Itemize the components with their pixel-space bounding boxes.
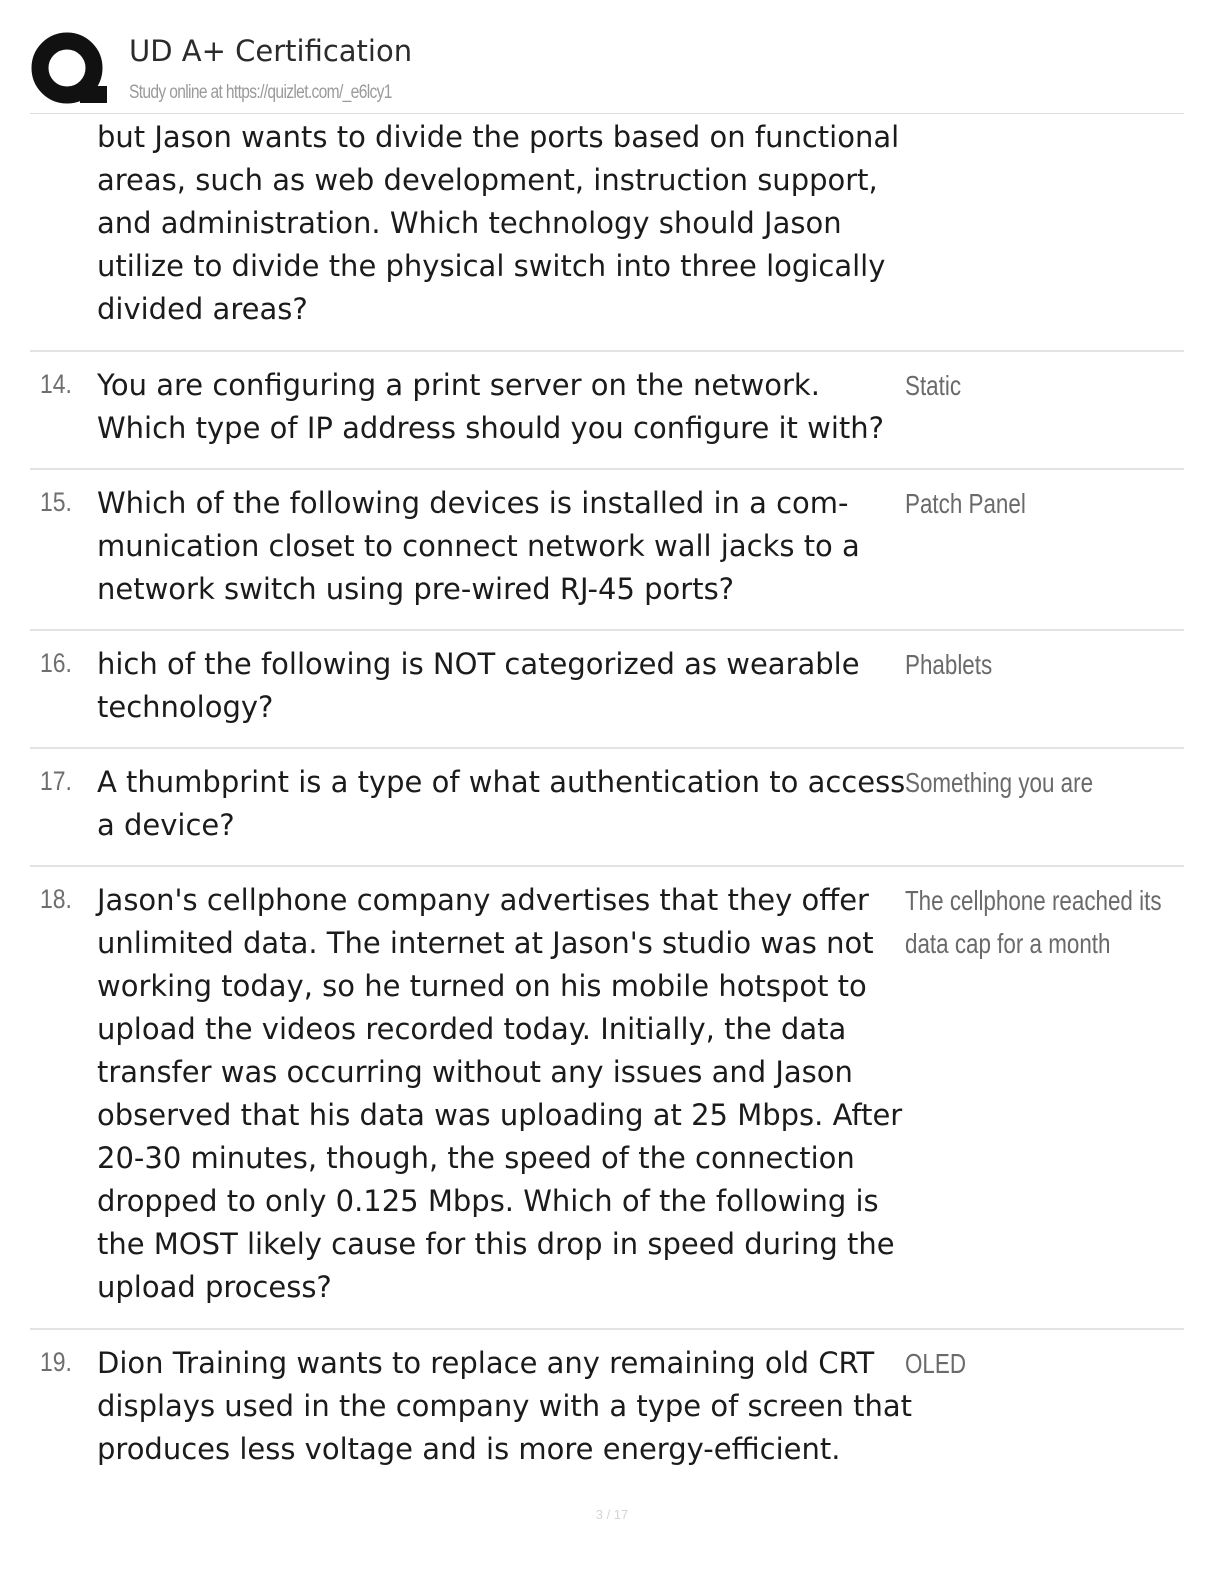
divider	[30, 468, 1184, 470]
divider	[30, 350, 1184, 352]
divider	[30, 1328, 1184, 1330]
continued-question-text	[97, 116, 900, 331]
question-text	[97, 643, 897, 729]
question-text	[97, 761, 906, 847]
question-text	[97, 364, 897, 450]
answer-line: Static	[905, 370, 962, 401]
question-line: a device?	[97, 808, 235, 842]
question-line: the MOST likely cause for this drop in speed during the	[97, 1227, 895, 1261]
question-number: 14.	[40, 369, 72, 399]
question-line: dropped to only 0.125 Mbps. Which of the following is	[97, 1184, 879, 1218]
question-line: hich of the following is NOT categorized as wearable	[97, 647, 860, 681]
question-line: upload process?	[97, 1270, 332, 1304]
answer-text	[905, 1342, 1169, 1385]
set-title: UD A+ Certification	[129, 34, 413, 68]
answer-text	[905, 364, 1169, 407]
divider	[30, 747, 1184, 749]
question-text	[97, 879, 903, 1309]
quizlet-logo-icon	[30, 30, 108, 108]
question-line: technology?	[97, 690, 274, 724]
question-number: 16.	[40, 648, 72, 678]
answer-line: data cap for a month	[905, 928, 1111, 959]
question-line: but Jason wants to divide the ports based on functional	[97, 120, 900, 154]
question-line: Which type of IP address should you configure it with?	[97, 411, 885, 445]
answer-text	[905, 643, 1169, 686]
question-line: working today, so he turned on his mobile hotspot to	[97, 969, 867, 1003]
question-line: observed that his data was uploading at 25 Mbps. After	[97, 1098, 903, 1132]
question-line: transfer was occurring without any issues and Jason	[97, 1055, 853, 1089]
question-line: Dion Training wants to replace any remaining old CRT	[97, 1346, 875, 1380]
question-line: munication closet to connect network wall jacks to a	[97, 529, 860, 563]
question-line: network switch using pre-wired RJ-45 ports?	[97, 572, 735, 606]
question-line: areas, such as web development, instruction support,	[97, 163, 878, 197]
question-number: 18.	[40, 884, 72, 914]
study-online-link[interactable]: Study online at https://quizlet.com/_e6lcy1	[129, 82, 392, 103]
question-number: 19.	[40, 1347, 72, 1377]
answer-line: The cellphone reached its	[905, 885, 1162, 916]
answer-line: Phablets	[905, 649, 993, 680]
question-line: upload the videos recorded today. Initially, the data	[97, 1012, 847, 1046]
question-number: 15.	[40, 487, 72, 517]
page-header	[30, 28, 1184, 114]
question-line: produces less voltage and is more energy-efficient.	[97, 1432, 841, 1466]
question-line: Jason's cellphone company advertises that they offer	[97, 883, 869, 917]
answer-line: Something you are	[905, 767, 1094, 798]
question-line: unlimited data. The internet at Jason's studio was not	[97, 926, 874, 960]
question-line: divided areas?	[97, 292, 308, 326]
answer-line: OLED	[905, 1348, 966, 1379]
question-line: displays used in the company with a type of screen that	[97, 1389, 913, 1423]
question-line: utilize to divide the physical switch into three logically	[97, 249, 886, 283]
answer-text	[905, 879, 1169, 965]
question-line: Which of the following devices is installed in a com-	[97, 486, 849, 520]
divider	[30, 629, 1184, 631]
question-text	[97, 1342, 913, 1471]
divider	[30, 865, 1184, 867]
answer-line: Patch Panel	[905, 488, 1026, 519]
question-line: and administration. Which technology should Jason	[97, 206, 842, 240]
question-number: 17.	[40, 766, 72, 796]
question-line: You are configuring a print server on the network.	[97, 368, 820, 402]
question-line: A thumbprint is a type of what authentication to access	[97, 765, 906, 799]
answer-text	[905, 482, 1169, 525]
page-number: 3 / 17	[595, 1507, 629, 1522]
answer-text	[905, 761, 1169, 804]
question-text	[97, 482, 897, 611]
question-line: 20-30 minutes, though, the speed of the connection	[97, 1141, 855, 1175]
